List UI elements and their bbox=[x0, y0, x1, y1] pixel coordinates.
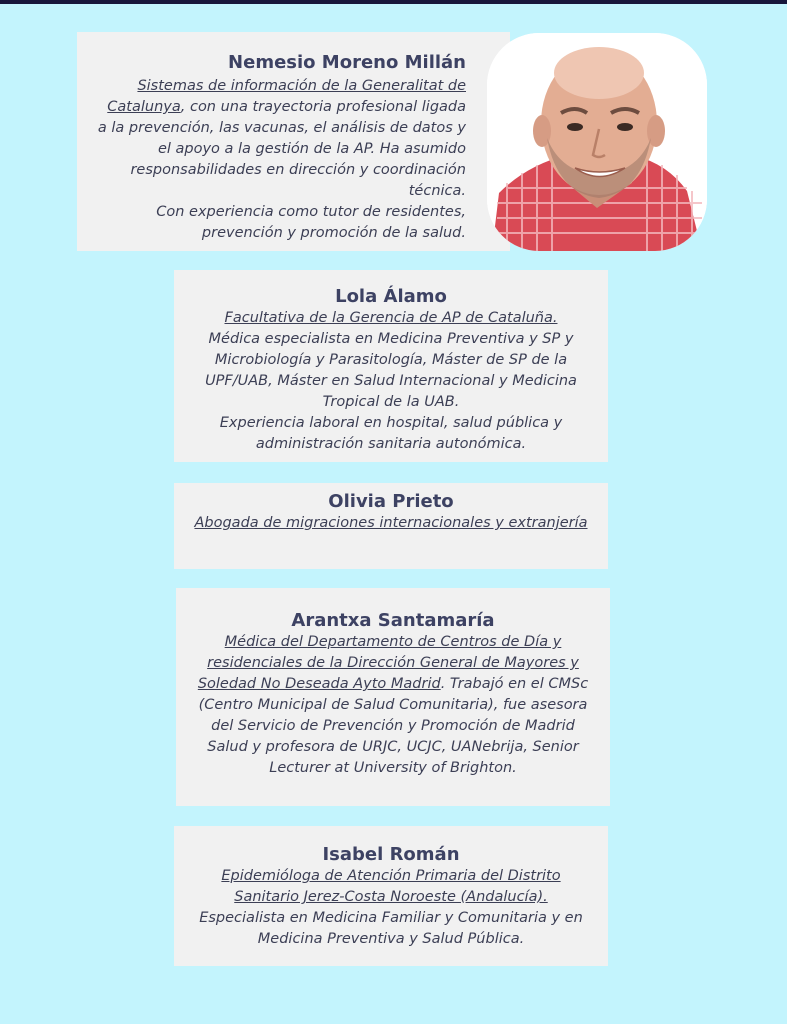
profile-description: , con una trayectoria profesional ligada a la prevención, las vacunas, el análisis de datos y el apoyo a la gestión de la AP. Ha asumido responsabilidades en dirección y coordinación técnica. bbox=[97, 99, 466, 199]
profile-card-lola bbox=[174, 270, 608, 462]
profile-name: Arantxa Santamaría bbox=[291, 610, 495, 631]
profile-bio bbox=[194, 632, 592, 779]
profile-affiliation-link[interactable]: Médica del Departamento de Centros de Día y residenciales de la Dirección General de Mayores y Soledad No Deseada Ayto Madrid bbox=[197, 634, 579, 692]
profile-name: Isabel Román bbox=[322, 844, 460, 865]
profile-name: Olivia Prieto bbox=[328, 491, 454, 512]
profile-bio bbox=[194, 513, 588, 534]
profile-description: . Trabajó en el CMSc (Centro Municipal de Salud Comunitaria), fue asesora del Servicio de Prevención y Promoción de Madrid Salud y profesora de URJC, UCJC, UANebrija, Senior Lecturer at University of Brighton. bbox=[198, 676, 589, 776]
portrait-photo bbox=[487, 33, 707, 251]
profile-affiliation-link[interactable]: Facultativa de la Gerencia de AP de Cataluña. bbox=[224, 310, 558, 326]
profile-affiliation-link[interactable]: Sistemas de información de la Generalitat de Catalunya bbox=[107, 78, 466, 115]
portrait-illustration bbox=[487, 33, 707, 251]
profile-card-olivia bbox=[174, 483, 608, 569]
profile-bio bbox=[192, 866, 590, 950]
profile-extra: Experiencia laboral en hospital, salud pública y administración sanitaria autonómica. bbox=[219, 415, 563, 452]
profile-affiliation-link[interactable]: Epidemióloga de Atención Primaria del Distrito Sanitario Jerez-Costa Noroeste (Andalucía). bbox=[221, 868, 561, 905]
profile-card-nemesio bbox=[77, 32, 510, 251]
top-bar bbox=[0, 0, 787, 4]
profile-name: Nemesio Moreno Millán bbox=[228, 52, 466, 73]
profile-affiliation-link[interactable]: Abogada de migraciones internacionales y extranjería bbox=[194, 515, 588, 531]
profile-extra: Con experiencia como tutor de residentes, prevención y promoción de la salud. bbox=[156, 204, 466, 241]
profile-description: Especialista en Medicina Familiar y Comunitaria y en Medicina Preventiva y Salud Pública. bbox=[199, 910, 583, 947]
profile-bio bbox=[97, 76, 466, 244]
profile-description: Médica especialista en Medicina Preventiva y SP y Microbiología y Parasitología, Máster de SP de la UPF/UAB, Máster en Salud Internacional y Medicina Tropical de la UAB. bbox=[205, 331, 577, 410]
profile-name: Lola Álamo bbox=[335, 286, 447, 307]
profile-bio bbox=[194, 308, 588, 455]
profile-card-arantxa bbox=[176, 588, 610, 806]
profile-card-isabel bbox=[174, 826, 608, 966]
